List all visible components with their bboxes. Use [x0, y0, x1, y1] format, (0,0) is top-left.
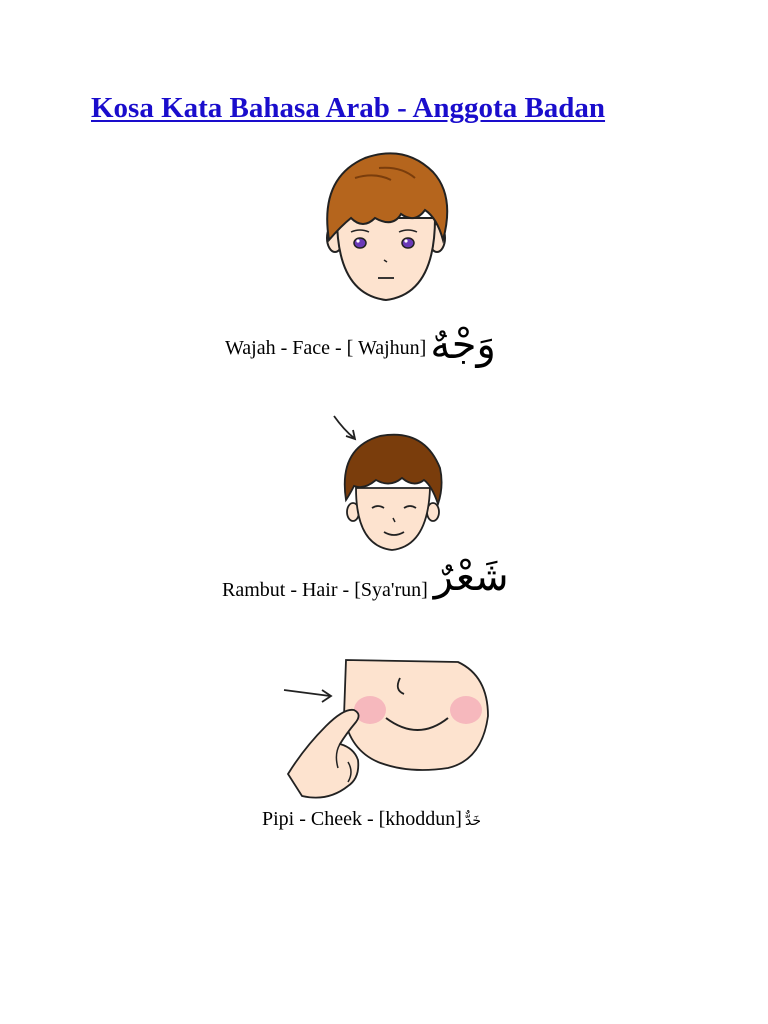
- entry-arabic-word: خَدٌّ: [464, 813, 481, 829]
- entry-hair: [222, 554, 509, 606]
- entry-latin-text: Pipi - Cheek - [khoddun]: [262, 808, 462, 830]
- page-title[interactable]: Kosa Kata Bahasa Arab - Anggota Badan: [91, 92, 606, 124]
- entry-latin-text: Wajah - Face - [ Wajhun]: [225, 337, 427, 359]
- boy-face-icon: [315, 148, 457, 306]
- boy-hair-pointing-icon: [328, 408, 446, 554]
- entry-arabic-word: وَجْهٌ: [430, 322, 496, 368]
- entry-cheek: [262, 808, 481, 831]
- entry-face: [225, 318, 496, 368]
- entry-arabic-word: شَعْرٌ: [433, 554, 509, 600]
- finger-pointing-cheek-icon: [278, 656, 490, 804]
- entry-latin-text: Rambut - Hair - [Sya'run]: [222, 579, 428, 601]
